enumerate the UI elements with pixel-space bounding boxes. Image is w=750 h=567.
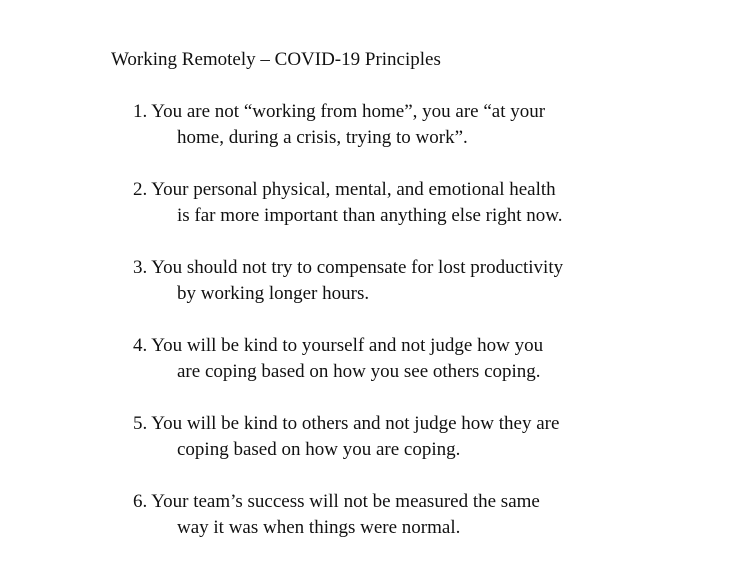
principle-item-6: [133, 489, 563, 541]
principle-text-continuation: by working longer hours.: [177, 283, 370, 304]
principle-text-continuation: are coping based on how you see others coping.: [177, 361, 541, 382]
principle-item-4: [133, 333, 563, 385]
principle-text-line: 5. You will be kind to others and not judge how they are: [133, 413, 560, 434]
principle-item-1: [133, 99, 563, 151]
principle-item-3: [133, 255, 563, 307]
principle-text-continuation: is far more important than anything else right now.: [177, 205, 563, 226]
document-title: Working Remotely – COVID-19 Principles: [111, 49, 441, 70]
principles-list: [133, 99, 563, 567]
principle-text-continuation: coping based on how you are coping.: [177, 439, 461, 460]
principle-item-2: [133, 177, 563, 229]
principle-item-5: [133, 411, 563, 463]
principle-text-line: 4. You will be kind to yourself and not judge how you: [133, 335, 544, 356]
principle-text-continuation: home, during a crisis, trying to work”.: [177, 127, 468, 148]
principle-text-line: 6. Your team’s success will not be measured the same: [133, 491, 540, 512]
principle-text-line: 1. You are not “working from home”, you are “at your: [133, 101, 546, 122]
principle-text-continuation: way it was when things were normal.: [177, 517, 461, 538]
principle-text-line: 3. You should not try to compensate for lost productivity: [133, 257, 564, 278]
principle-text-line: 2. Your personal physical, mental, and emotional health: [133, 179, 556, 200]
